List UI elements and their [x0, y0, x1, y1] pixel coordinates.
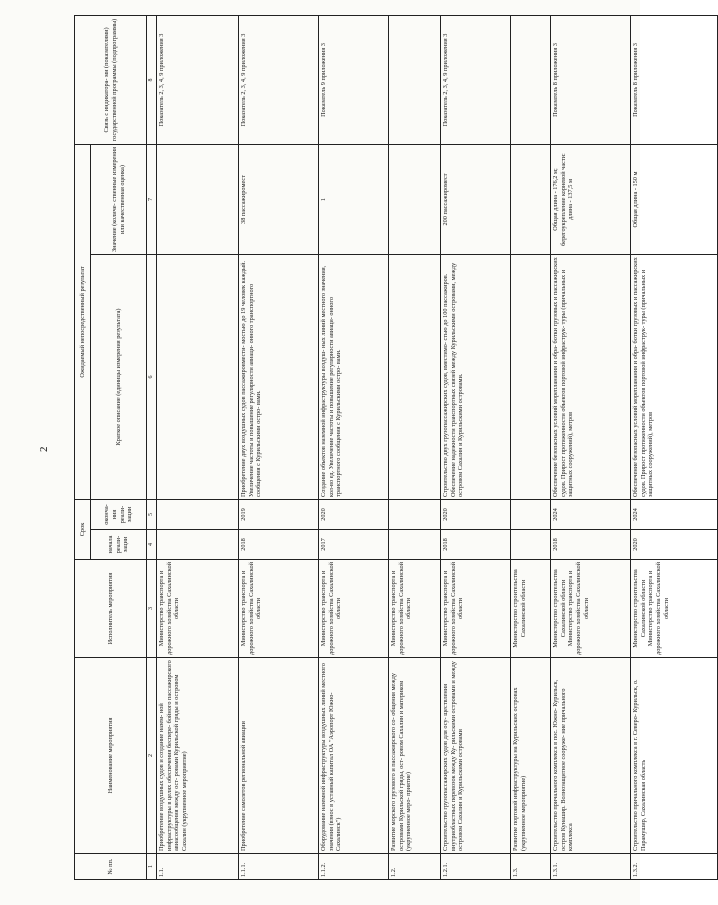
row-indicator: Показатель 2, 3, 4, 9 приложения 3 — [441, 15, 511, 144]
column-number: 3 — [147, 560, 157, 658]
row-end: 2020 — [441, 500, 511, 530]
row-num: 1.3.2. — [631, 854, 718, 880]
header-result-group: Ожидаемый непосредственный результат — [75, 144, 91, 499]
row-desc — [389, 255, 441, 500]
row-executor: Министерство транспорта и дорожного хозяйства Сахалинской области — [319, 560, 389, 658]
table-row — [157, 15, 239, 879]
row-num: 1.3. — [511, 854, 551, 880]
row-desc: Приобретение двух воздушных судов пассажировмести- мостью до 19 человек каждый. Увеличение частоты и повышение регулярности авиаци- онного транспортного сообщения с Курильскими остро- вами. — [239, 255, 319, 500]
row-desc: Обеспечение безопасных условий морепланания и обра- ботки грузовых и пассажирских судов. Прирост протяженности объектов портовой инфраструк- туры (причальных и защитных сооружений), метров — [631, 255, 718, 500]
measures-table — [74, 15, 718, 880]
row-executor: Министерство транспорта и дорожного хозяйства Сахалинской области — [389, 560, 441, 658]
table-row — [239, 15, 319, 879]
table-row — [319, 15, 389, 879]
header-term-end: оконча- ния реали- зации — [91, 500, 147, 530]
column-number: 6 — [147, 255, 157, 500]
page-number: 2 — [38, 446, 50, 452]
header-result-desc: Краткое описание (единицы измерения результата) — [91, 255, 147, 500]
row-value: Общая длина - 150 м — [631, 144, 718, 254]
table-row — [441, 15, 511, 879]
row-name: Строительство грузопассажирских судов для осу- ществления внутриобластных перевозок между Ку- рильскими островами и между островом Сахалин и Курильскими островами — [441, 658, 511, 854]
row-value: 200 пассажиромест — [441, 144, 511, 254]
row-start: 2017 — [319, 530, 389, 560]
row-value: 1 — [319, 144, 389, 254]
column-number: 4 — [147, 530, 157, 560]
row-start — [157, 530, 239, 560]
row-executor: Министерство строительства Сахалинской области Министерство транспорта и дорожного хозяйства Сахалинской области — [551, 560, 631, 658]
table-row — [631, 15, 718, 879]
row-desc — [511, 255, 551, 500]
row-num: 1.1.2. — [319, 854, 389, 880]
rotated-table-wrapper — [74, 16, 670, 880]
row-start: 2020 — [631, 530, 718, 560]
row-name: Приобретение воздушных судов и создание назем- ной инфраструктуры в целях обеспечения беспере- бойного пассажирского авиасообщения между ост- ровами Курильской гряды и островом Сахалин (укрупненное мероприятие) — [157, 658, 239, 854]
row-desc: Обеспечение безопасных условий морепланания и обра- ботки грузовых и пассажирских судов. Прирост протяженности объектов портовой инфраструк- туры (причальных и защитных сооружений), метров — [551, 255, 631, 500]
row-indicator: Показатель 9 приложения 3 — [319, 15, 389, 144]
row-name: Развитие морского грузового и пассажирского со- общения между островами Курильской гряды, ост- ровом Сахалин и материком (укрупненное меро- приятие) — [389, 658, 441, 854]
row-desc — [157, 255, 239, 500]
column-number: 7 — [147, 144, 157, 254]
row-value: 38 пассажиромест — [239, 144, 319, 254]
table-row — [389, 15, 441, 879]
row-indicator: Показатель 8 приложения 3 — [551, 15, 631, 144]
row-indicator: Показатель 2, 3, 4, 9 приложения 3 — [157, 15, 239, 144]
row-desc: Строительство двух грузопассажирских судов, вместимо- стью до 100 пассажиров. Обеспечение надежности транспортных связей между Курильскими островами, между островом Сахалин и Курильскими островами. — [441, 255, 511, 500]
row-num: 1.2.1. — [441, 854, 511, 880]
header-term: Срок — [75, 500, 91, 560]
header-indicator: Связь с индикатора- ми (показателями) государственной программы (подпрограммы) — [75, 15, 147, 144]
row-end: 2019 — [239, 500, 319, 530]
row-end: 2024 — [551, 500, 631, 530]
column-number: 2 — [147, 658, 157, 854]
row-indicator: Показатель 2, 3, 4, 9 приложения 3 — [239, 15, 319, 144]
header-executor: Исполнитель мероприятия — [75, 560, 147, 658]
row-executor: Министерство транспорта и дорожного хозяйства Сахалинской области — [441, 560, 511, 658]
column-number: 1 — [147, 854, 157, 880]
row-indicator: Показатель 8 приложения 3 — [631, 15, 718, 144]
table-row — [551, 15, 631, 879]
row-end — [157, 500, 239, 530]
row-name: Приобретение самолетов региональной авиации — [239, 658, 319, 854]
row-executor: Министерство строительства Сахалинской области Министерство транспорта и дорожного хозяйства Сахалинской области — [631, 560, 718, 658]
row-value — [511, 144, 551, 254]
row-end: 2024 — [631, 500, 718, 530]
row-num: 1.1. — [157, 854, 239, 880]
row-end — [511, 500, 551, 530]
row-indicator — [389, 15, 441, 144]
row-start: 2018 — [239, 530, 319, 560]
header-num: № пп. — [75, 854, 147, 880]
header-result-value: Значение (количе- ственные измерения или качественная оценка) — [91, 144, 147, 254]
row-start: 2018 — [441, 530, 511, 560]
column-number: 8 — [147, 15, 157, 144]
row-end — [389, 500, 441, 530]
row-name: Строительство причального комплекса в пос. Южно- Курильск, остров Кунашир. Волнозащитное сооруже- ние причального комплекса — [551, 658, 631, 854]
row-executor: Министерство транспорта и дорожного хозяйства Сахалинской области — [239, 560, 319, 658]
row-value — [389, 144, 441, 254]
table-row — [511, 15, 551, 879]
header-term-start: начала реали- зации — [91, 530, 147, 560]
row-start: 2018 — [551, 530, 631, 560]
row-executor: Министерство транспорта и дорожного хозяйства Сахалинской области — [157, 560, 239, 658]
row-value: Общая длина - 176,2 м; берегоукрепление корневой части: длина - 137,5 м — [551, 144, 631, 254]
row-num: 1.2. — [389, 854, 441, 880]
row-name: Строительство причального комплекса в г. Северо- Курильск, о. Парамушир, Сахалинская область — [631, 658, 718, 854]
header-name: Наименование мероприятия — [75, 658, 147, 854]
row-name: Развитие портовой инфраструктуры на Курильских островах (укрупненное мероприятие) — [511, 658, 551, 854]
row-executor: Министерство строительства Сахалинской области — [511, 560, 551, 658]
row-num: 1.1.1. — [239, 854, 319, 880]
row-desc: Создание объектов наземной инфраструктуры воздуш- ных линий местного значения, кол-во ед. Увеличение частоты и повышение регулярности авиаци- онного транспортного сообщения с Курильскими остро- вами. — [319, 255, 389, 500]
row-start — [511, 530, 551, 560]
row-name: Оборудование наземной инфраструктуры воздушных линий местного значения (взнос в уставный капитал ОА "Аэропорт Южно-Сахалинск") — [319, 658, 389, 854]
row-start — [389, 530, 441, 560]
row-value — [157, 144, 239, 254]
row-indicator — [511, 15, 551, 144]
column-number: 5 — [147, 500, 157, 530]
row-num: 1.3.1. — [551, 854, 631, 880]
row-end: 2020 — [319, 500, 389, 530]
